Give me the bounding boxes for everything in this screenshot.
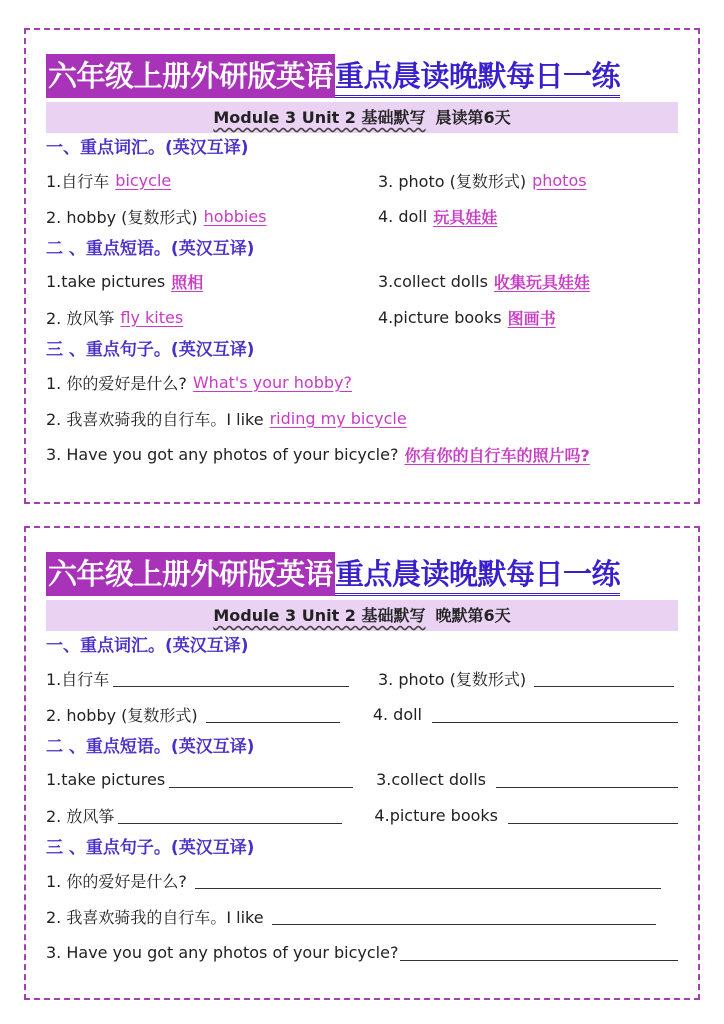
answer-text: riding my bicycle	[269, 408, 407, 428]
answer-blank[interactable]	[508, 806, 678, 824]
question-text: 2. 放风筝	[46, 308, 115, 328]
question-text: 2. 放风筝	[46, 806, 115, 826]
morning-reading-card	[24, 28, 700, 504]
day-label: 晚默第6天	[435, 606, 511, 625]
section-heading-phrases: 二 、重点短语。(英汉互译)	[46, 239, 255, 259]
question-text: 3. Have you got any photos of your bicycle?	[46, 942, 399, 962]
question-text: 2. hobby (复数形式)	[46, 207, 198, 227]
title-grade-part: 六年级上册外研版英语	[46, 552, 335, 596]
answer-text: 你有你的自行车的照片吗?	[404, 445, 590, 465]
section-heading-sentences: 三 、重点句子。(英汉互译)	[46, 340, 255, 360]
answer-text: hobbies	[203, 206, 267, 226]
section-heading-vocab: 一、重点词汇。(英汉互译)	[46, 636, 249, 656]
sentence-row	[46, 400, 678, 436]
sentence-row	[46, 436, 678, 472]
vocab-row	[46, 198, 678, 234]
question-text: 3. photo (复数形式)	[378, 669, 527, 689]
question-text: 1.take pictures	[46, 769, 166, 789]
question-text: 4. doll	[378, 206, 428, 226]
question-text: 1.take pictures	[46, 271, 166, 291]
question-text: 3. Have you got any photos of your bicycle?	[46, 444, 399, 464]
answer-blank[interactable]	[118, 806, 342, 824]
vocab-row	[46, 660, 678, 696]
phrase-row	[46, 797, 678, 833]
answer-text: 照相	[171, 272, 204, 292]
question-text: 1. 你的爱好是什么?	[46, 373, 187, 393]
sentence-row	[46, 862, 678, 898]
answer-blank[interactable]	[400, 943, 678, 961]
module-label: Module 3 Unit 2 基础默写	[213, 606, 426, 625]
title-grade-part: 六年级上册外研版英语	[46, 54, 335, 98]
evening-dictation-card	[24, 526, 700, 1000]
question-text: 2. hobby (复数形式)	[46, 705, 198, 725]
section-heading-vocab: 一、重点词汇。(英汉互译)	[46, 138, 249, 158]
answer-blank[interactable]	[169, 770, 353, 788]
answer-text: What's your hobby?	[192, 372, 352, 392]
sentence-row	[46, 364, 678, 400]
question-text: 3.collect dolls	[376, 769, 486, 789]
phrase-row	[46, 263, 678, 299]
module-label: Module 3 Unit 2 基础默写	[213, 108, 426, 127]
vocab-row	[46, 162, 678, 198]
question-text: 3. photo (复数形式)	[378, 171, 527, 191]
phrase-row	[46, 299, 678, 335]
answer-blank[interactable]	[272, 907, 656, 925]
phrase-row	[46, 761, 678, 797]
module-bar	[46, 600, 678, 631]
worksheet-title	[46, 552, 678, 596]
answer-text: fly kites	[120, 307, 184, 327]
answer-blank[interactable]	[113, 669, 349, 687]
question-text: 2. 我喜欢骑我的自行车。I like	[46, 409, 264, 429]
question-text: 4.picture books	[374, 805, 498, 825]
question-text: 3.collect dolls	[378, 271, 488, 291]
section-heading-phrases: 二 、重点短语。(英汉互译)	[46, 737, 255, 757]
answer-text: 玩具娃娃	[433, 207, 498, 227]
module-bar	[46, 102, 678, 133]
answer-blank[interactable]	[432, 705, 678, 723]
answer-blank[interactable]	[195, 871, 661, 889]
title-practice-part: 重点晨读晚默每日一练	[335, 552, 620, 596]
day-label: 晨读第6天	[435, 108, 511, 127]
answer-text: 图画书	[507, 308, 556, 328]
question-text: 1.自行车	[46, 171, 110, 191]
answer-blank[interactable]	[496, 770, 678, 788]
title-practice-part: 重点晨读晚默每日一练	[335, 54, 620, 98]
answer-text: 收集玩具娃娃	[493, 272, 590, 292]
question-text: 1. 你的爱好是什么?	[46, 871, 187, 891]
vocab-row	[46, 696, 678, 732]
answer-text: photos	[532, 170, 587, 190]
question-text: 4.picture books	[378, 307, 502, 327]
section-heading-sentences: 三 、重点句子。(英汉互译)	[46, 838, 255, 858]
question-text: 4. doll	[372, 704, 422, 724]
answer-text: bicycle	[115, 170, 172, 190]
worksheet-title	[46, 54, 678, 98]
question-text: 2. 我喜欢骑我的自行车。I like	[46, 907, 264, 927]
sentence-row	[46, 898, 678, 934]
answer-blank[interactable]	[206, 705, 340, 723]
sentence-row	[46, 934, 678, 970]
answer-blank[interactable]	[534, 669, 674, 687]
question-text: 1.自行车	[46, 669, 110, 689]
